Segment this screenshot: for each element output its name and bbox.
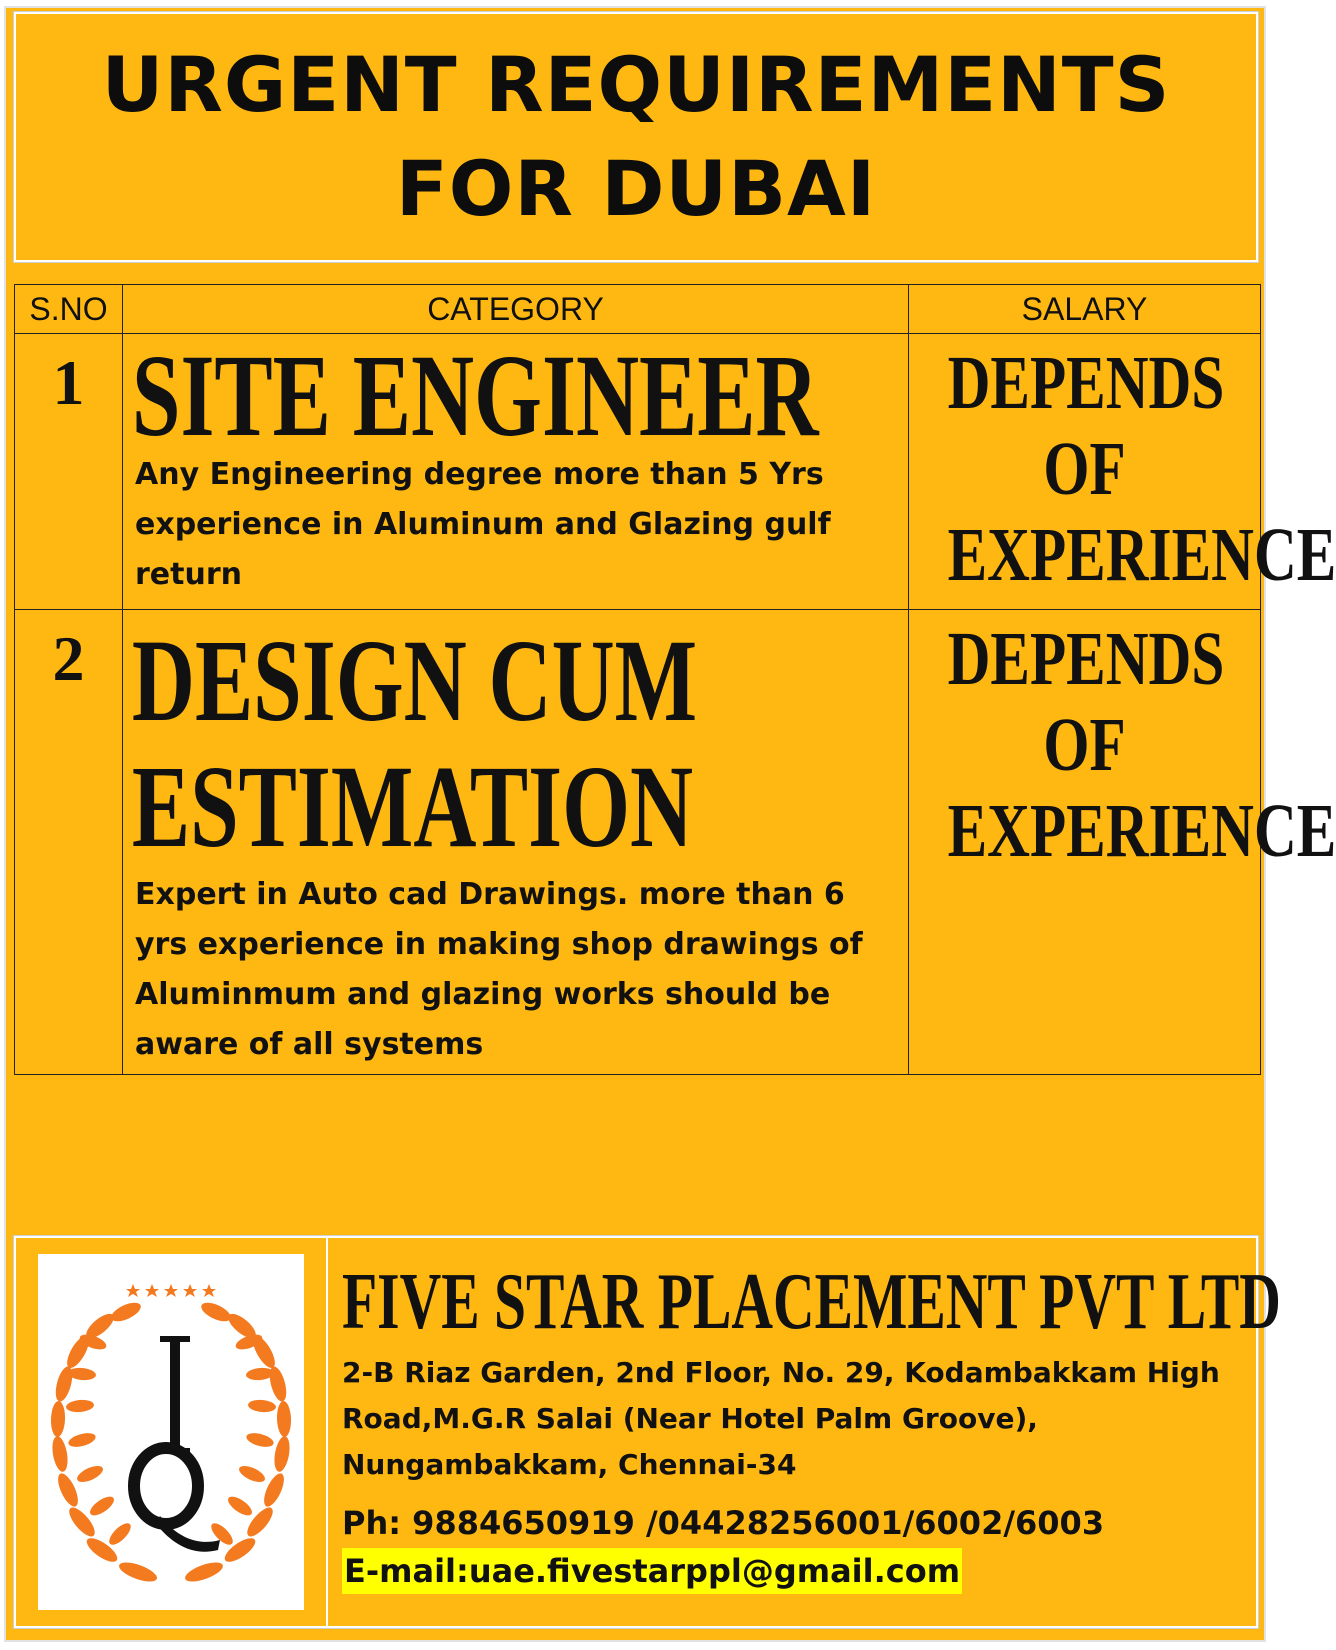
- laurel-wreath-stars-iq-logo-icon: [38, 1254, 304, 1610]
- table-row: [15, 334, 1261, 610]
- category-cell: [123, 610, 909, 1075]
- jobs-table: [14, 284, 1336, 1075]
- page-title: URGENT REQUIREMENTS FOR DUBAI: [101, 40, 1171, 233]
- salary-line: DEPENDS: [947, 617, 1225, 701]
- salary-cell: [909, 334, 1336, 610]
- job-description: Any Engineering degree more than 5 Yrs experience in Aluminum and Glazing gulf return: [135, 457, 831, 592]
- job-title-line: ESTIMATION: [131, 741, 694, 872]
- table-header-row: [15, 285, 1261, 334]
- company-name: FIVE STAR PLACEMENT PVT LTD: [342, 1258, 1281, 1346]
- serial-number: 2: [52, 623, 85, 694]
- company-logo: [38, 1254, 304, 1610]
- salary-line: EXPERIENCE: [947, 513, 1336, 597]
- salary-cell: [909, 610, 1336, 1075]
- column-header-sno: S.NO: [15, 285, 123, 334]
- salary-line: DEPENDS: [947, 341, 1225, 425]
- job-description: Expert in Auto cad Drawings. more than 6 yrs experience in making shop drawings of Aluminmum and glazing works should be aware of all systems: [135, 877, 863, 1062]
- sno-cell: [15, 610, 123, 1075]
- table-row: [15, 610, 1261, 1075]
- serial-number: 1: [52, 347, 85, 418]
- salary-line: OF: [1043, 703, 1126, 787]
- header-banner: [14, 12, 1258, 262]
- category-cell: [123, 330, 909, 610]
- salary-text: [909, 334, 1336, 598]
- job-title-line: DESIGN CUM: [131, 615, 698, 746]
- salary-line: OF: [1043, 427, 1126, 511]
- job-title: SITE ENGINEER: [131, 330, 819, 461]
- company-footer: [14, 1236, 1281, 1628]
- company-phone: Ph: 9884650919 /04428256001/6002/6003: [342, 1504, 1105, 1542]
- salary-line: EXPERIENCE: [947, 789, 1336, 873]
- company-address: 2-B Riaz Garden, 2nd Floor, No. 29, Kodambakkam High Road,M.G.R Salai (Near Hotel Palm Groove), Nungambakkam, Chennai-34: [342, 1356, 1220, 1481]
- salary-text: [909, 610, 1336, 874]
- company-email[interactable]: E-mail:uae.fivestarppl@gmail.com: [342, 1548, 962, 1594]
- sno-cell: [15, 334, 123, 610]
- footer-divider: [326, 1238, 328, 1626]
- column-header-category: CATEGORY: [123, 285, 909, 334]
- column-header-salary: SALARY: [909, 285, 1261, 334]
